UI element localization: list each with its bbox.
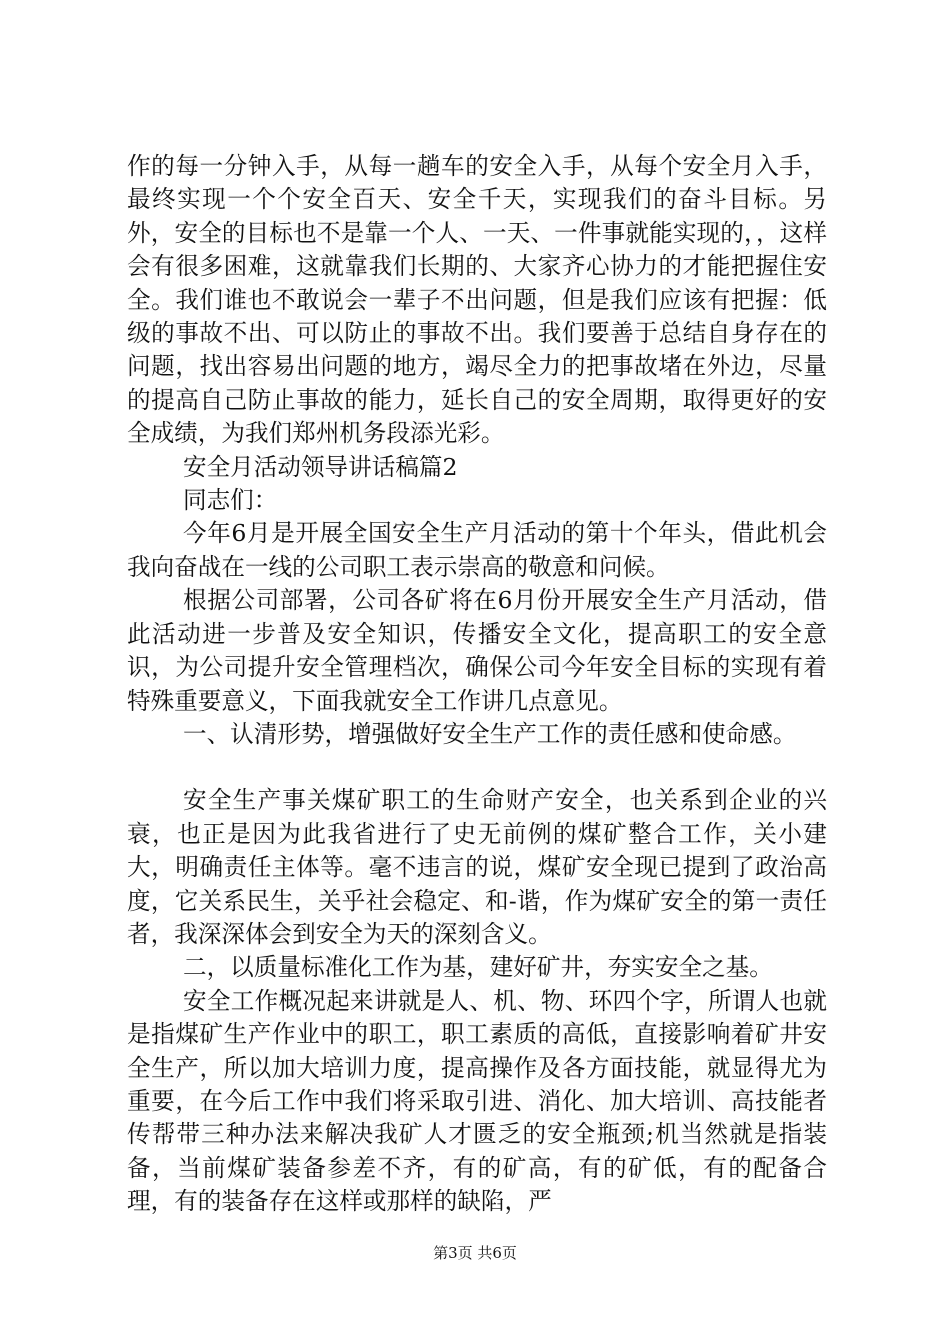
paragraph-continuation: 作的每一分钟入手，从每一趟车的安全入手，从每个安全月入手，最终实现一个个安全百天、安全千天，实现我们的奋斗目标。另外，安全的目标也不是靠一个人、一天、一件事就能实现的，，这样会有很多困难，这就靠我们长期的、大家齐心协力的才能把握住安全。我们谁也不敢说会一辈子不出问题，但是我们应该有把握：低级的事故不出、可以防止的事故不出。我们要善于总结自身存在的问题，找出容易出问题的地方，竭尽全力的把事故堵在外边，尽量的提高自己防止事故的能力，延长自己的安全周期，取得更好的安全成绩，为我们郑州机务段添光彩。	[127, 152, 827, 448]
point-heading-2: 二，以质量标准化工作为基，建好矿井，夯实安全之基。	[183, 953, 773, 982]
paragraph: 今年6月是开展全国安全生产月活动的第十个年头，借此机会我向奋战在一线的公司职工表示崇高的敬意和问候。	[127, 519, 827, 581]
salutation: 同志们：	[183, 486, 278, 515]
blank-line	[127, 751, 827, 784]
section-heading: 安全月活动领导讲话稿篇2	[183, 452, 458, 481]
point-heading-1: 一、认清形势，增强做好安全生产工作的责任感和使命感。	[183, 719, 797, 748]
document-body	[127, 150, 827, 1219]
page-number: 第3页 共6页	[433, 1244, 517, 1262]
paragraph: 安全生产事关煤矿职工的生命财产安全，也关系到企业的兴衰，也正是因为此我省进行了史无前例的煤矿整合工作，关小建大，明确责任主体等。毫不违言的说，煤矿安全现已提到了政治高度，它关系民生，关乎社会稳定、和-谐，作为煤矿安全的第一责任者，我深深体会到安全为天的深刻含义。	[127, 786, 827, 948]
paragraph: 安全工作概况起来讲就是人、机、物、环四个字，所谓人也就是指煤矿生产作业中的职工，职工素质的高低，直接影响着矿井安全生产，所以加大培训力度，提高操作及各方面技能，就显得尤为重要，在今后工作中我们将采取引进、消化、加大培训、高技能者传帮带三种办法来解决我矿人才匮乏的安全瓶颈;机当然就是指装备，当前煤矿装备参差不齐，有的矿高，有的矿低，有的配备合理，有的装备存在这样或那样的缺陷，严	[127, 986, 827, 1216]
paragraph: 根据公司部署，公司各矿将在6月份开展安全生产月活动，借此活动进一步普及安全知识，传播安全文化，提高职工的安全意识，为公司提升安全管理档次，确保公司今年安全目标的实现有着特殊重要意义，下面我就安全工作讲几点意见。	[127, 586, 827, 715]
